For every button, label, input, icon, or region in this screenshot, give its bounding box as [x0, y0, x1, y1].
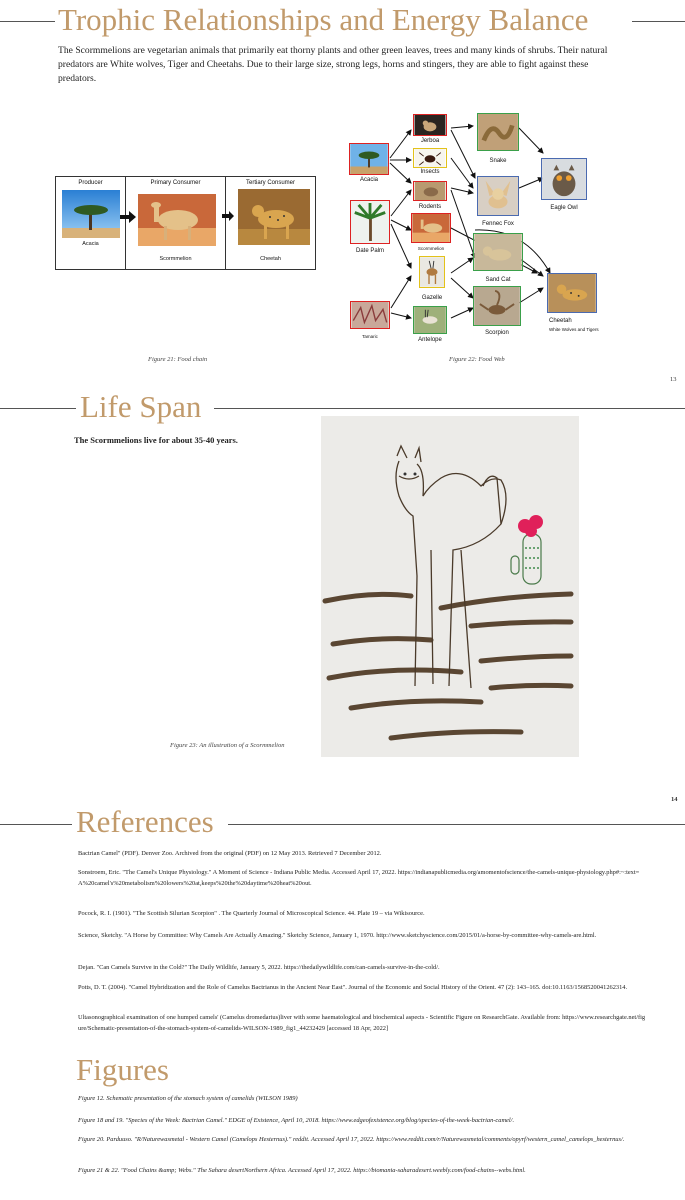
eagle-owl-label: Eagle Owl — [550, 205, 578, 211]
figure-21-caption: Figure 21: Food chain — [148, 356, 208, 363]
header-rule-right — [632, 21, 685, 22]
tertiary-consumer-header: Tertiary Consumer — [245, 180, 295, 186]
header-rule-left — [0, 408, 76, 409]
cheetah-web-sublabel: White Wolves and Tigers — [549, 327, 599, 332]
page-number-13: 13 — [670, 376, 677, 383]
scormmelion-drawing — [321, 416, 579, 757]
reference-item: Sonstroem, Eric. "The Camel's Unique Physiology." A Moment of Science - Indiana Public Media. Accessed April 17, 2022. https://indianapublicmedia.org/amomentofscience/the-camels-unique-physiology.php#:~:text=A%20camel's%20metabolism%20lowers%20at,keeps%20the%20daytime%20heat%20out. — [78, 869, 640, 887]
producer-header: Producer — [78, 180, 103, 186]
scormmelion-web-label: Scormmelion — [417, 246, 445, 251]
scormmelion-label: Scormmelion — [159, 256, 192, 262]
producer-cell — [56, 177, 126, 269]
fennec-fox-photo — [477, 176, 519, 216]
references-title: References — [76, 804, 214, 839]
scorpion-label: Scorpion — [485, 330, 509, 336]
rodents-label: Rodents — [418, 204, 442, 210]
food-chain-figure — [55, 176, 316, 270]
snake-photo — [477, 113, 519, 151]
header-rule-right — [214, 408, 685, 409]
scormmelion-web-photo — [411, 213, 451, 243]
gazelle-label: Gazelle — [421, 295, 443, 301]
food-web-figure — [345, 108, 605, 353]
page-number-14: 14 — [671, 796, 678, 803]
arrow-right-icon — [222, 211, 234, 221]
cheetah-web-photo — [547, 273, 597, 313]
tamaric-label: Tamaric — [362, 334, 378, 339]
figure-credit: Figure 12. Schematic presentation of the stomach system of camelids (WILSON 1989) — [78, 1095, 298, 1102]
acacia-web-photo — [349, 143, 389, 175]
scormmelion-photo — [138, 194, 216, 246]
sand-cat-photo — [473, 233, 523, 271]
figures-title: Figures — [76, 1052, 169, 1087]
insects-label: Insects — [420, 169, 440, 175]
acacia-photo — [62, 190, 120, 238]
tamaric-photo — [350, 301, 390, 329]
eagle-owl-photo — [541, 158, 587, 200]
date-palm-label: Date Palm — [355, 248, 384, 254]
date-palm-photo — [350, 200, 390, 244]
acacia-web-label: Acacia — [359, 177, 378, 183]
primary-consumer-cell — [126, 177, 226, 269]
reference-item: Ultasonographical examination of one humped camels' (Camelus dromedarius)liver with some haematological and biochemical aspects - Scientific Figure on ResearchGate. Available from: https://www.researchgate.net/figure/Schematic-presentation-of-the-stomach-system-of-camelids-WILSON-1989_fig1_44232429 [accessed 18 Apr, 2022] — [78, 1014, 646, 1032]
reference-item: Potts, D. T. (2004). "Camel Hybridization and the Role of Camelus Bactrianus in the Ancient Near East". Journal of the Economic and Social History of the Orient. 47 (2): 143–165. doi:10.1163/1568520041262314. — [78, 984, 628, 991]
reference-item: Bactrian Camel" (PDF). Denver Zoo. Archived from the original (PDF) on 12 May 2013. Retrieved 7 December 2012. — [78, 850, 382, 857]
scorpion-photo — [473, 286, 521, 326]
header-rule-left — [0, 21, 55, 22]
primary-consumer-header: Primary Consumer — [150, 180, 201, 186]
fennec-fox-label: Fennec Fox — [482, 221, 514, 227]
snake-label: Snake — [489, 158, 507, 164]
gazelle-photo — [419, 256, 445, 288]
reference-item: Science, Sketchy. "A Horse by Committee: Why Camels Are Actually Amazing." Sketchy Science, January 1, 1970. http://www.sketchyscience.com/2015/01/a-horse-by-committee-why-camels-are.html. — [78, 932, 597, 939]
antelope-photo — [413, 306, 447, 334]
reference-item: Pocock, R. I. (1901). "The Scottish Silurian Scorpion" . The Quarterly Journal of Microscopical Science. 44. Plate 19 – via Wikisource. — [78, 910, 425, 917]
header-rule-left — [0, 824, 72, 825]
acacia-label: Acacia — [82, 241, 99, 247]
sand-cat-label: Sand Cat — [485, 277, 511, 283]
jerboa-label: Jerboa — [420, 138, 440, 144]
jerboa-photo — [413, 114, 447, 136]
cheetah-photo — [238, 189, 310, 245]
figure-credit: Figure 21 & 22. "Food Chains &amp; Webs." The Sahara desertNorthern Africa. Accessed April 17, 2022. https://biomania-saharadesert.weebly.com/food-chains--webs.html. — [78, 1167, 526, 1174]
trophic-title: Trophic Relationships and Energy Balance — [58, 2, 589, 37]
header-rule-right — [228, 824, 685, 825]
figure-23-caption: Figure 23: An illustration of a Scormmelion — [170, 742, 285, 749]
figure-credit: Figure 20. Parduuso. "R/Naturewasmetal - Western Camel (Camelops Hesternus)." reddit. Accessed April 17, 2022. https://www.reddit.com/r/Naturewasmetal/comments/opyrf/western_camel_camelops_hesternus/. — [78, 1136, 625, 1143]
insects-photo — [413, 148, 447, 168]
life-span-title: Life Span — [80, 389, 202, 424]
reference-item: Dejan. "Can Camels Survive in the Cold?" The Daily Wildlife, January 5, 2022. https://thedailywildlife.com/can-camels-survive-in-the-cold/. — [78, 964, 440, 971]
cheetah-web-label: Cheetah — [549, 318, 572, 324]
trophic-paragraph: The Scormmelions are vegetarian animals that primarily eat thorny plants and other green leaves, trees and many kinds of shrubs. Their natural predators are White wolves, Tiger and Cheetahs. Due to their large size, strong legs, horns and stingers, they are able to fight against these predators. — [58, 45, 608, 84]
figure-22-caption: Figure 22: Food Web — [449, 356, 505, 363]
rodents-photo — [413, 181, 447, 201]
arrow-right-icon — [120, 211, 136, 223]
life-span-text: The Scormmelions live for about 35-40 years. — [74, 435, 238, 445]
antelope-label: Antelope — [418, 337, 442, 343]
tertiary-consumer-cell — [226, 177, 315, 269]
cheetah-label: Cheetah — [260, 256, 281, 262]
figure-credit: Figure 18 and 19. "Species of the Week: Bactrian Camel." EDGE of Existence, April 10, 2018. https://www.edgeofexistence.org/blog/species-of-the-week-bactrian-camel/. — [78, 1117, 515, 1124]
